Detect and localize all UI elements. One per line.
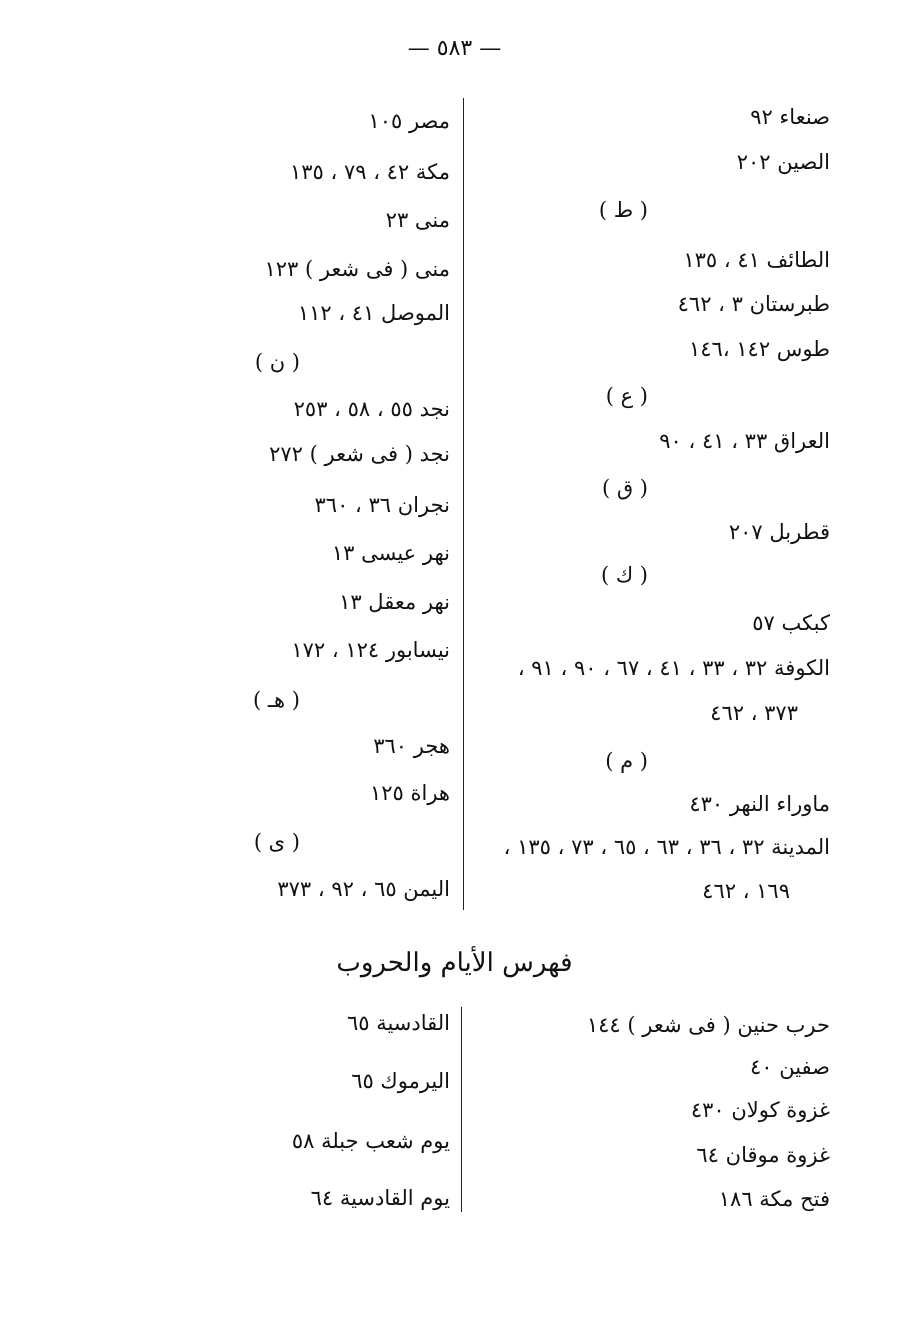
index-entry-continuation: ٣٧٣ ، ٤٦٢ xyxy=(710,701,798,725)
index-entry: منى ٢٣ xyxy=(385,208,450,232)
index-entry: غزوة موقان ٦٤ xyxy=(696,1143,830,1167)
index-entry: العراق ٣٣ ، ٤١ ، ٩٠ xyxy=(659,429,830,453)
letter-heading: ( ى ) xyxy=(253,830,300,854)
letter-heading: ( م ) xyxy=(605,749,648,773)
index-entry: المدينة ٣٢ ، ٣٦ ، ٦٣ ، ٦٥ ، ٧٣ ، ١٣٥ ، xyxy=(503,835,830,859)
index-entry: حرب حنين ( فى شعر ) ١٤٤ xyxy=(586,1013,830,1037)
index-entry: نجد ( فى شعر ) ٢٧٢ xyxy=(269,442,450,466)
letter-heading: ( ط ) xyxy=(598,198,648,222)
index-entry: فتح مكة ١٨٦ xyxy=(718,1187,830,1211)
index-entry: اليرموك ٦٥ xyxy=(351,1069,450,1093)
index-entry: منى ( فى شعر ) ١٢٣ xyxy=(264,257,450,281)
index-entry: اليمن ٦٥ ، ٩٢ ، ٣٧٣ xyxy=(277,877,450,901)
letter-heading: ( هـ ) xyxy=(253,688,300,712)
index-entry: يوم القادسية ٦٤ xyxy=(310,1186,450,1210)
index-entry: مصر ١٠٥ xyxy=(368,109,450,133)
index-entry: نجران ٣٦ ، ٣٦٠ xyxy=(314,493,450,517)
letter-heading: ( ك ) xyxy=(600,563,648,587)
section-title: فهرس الأيام والحروب xyxy=(336,948,573,978)
letter-heading: ( ع ) xyxy=(605,384,648,408)
column-divider xyxy=(461,1007,462,1212)
index-entry: طبرستان ٣ ، ٤٦٢ xyxy=(677,292,830,316)
index-entry: القادسية ٦٥ xyxy=(346,1011,450,1035)
index-entry: هجر ٣٦٠ xyxy=(373,734,450,758)
index-entry: الصين ٢٠٢ xyxy=(736,150,830,174)
index-entry: الكوفة ٣٢ ، ٣٣ ، ٤١ ، ٦٧ ، ٩٠ ، ٩١ ، xyxy=(517,656,830,680)
index-entry: هراة ١٢٥ xyxy=(369,781,450,805)
letter-heading: ( ق ) xyxy=(601,476,648,500)
index-entry: ماوراء النهر ٤٣٠ xyxy=(689,792,830,816)
index-entry: غزوة كولان ٤٣٠ xyxy=(690,1098,830,1122)
index-entry: الموصل ٤١ ، ١١٢ xyxy=(297,301,450,325)
index-entry: طوس ١٤٢ ،١٤٦ xyxy=(688,337,830,361)
index-entry: يوم شعب جبلة ٥٨ xyxy=(291,1129,450,1153)
index-entry: قطربل ٢٠٧ xyxy=(728,520,830,544)
index-entry: صفين ٤٠ xyxy=(749,1055,830,1079)
index-entry: صنعاء ٩٢ xyxy=(750,105,830,129)
index-entry-continuation: ١٦٩ ، ٤٦٢ xyxy=(702,879,790,903)
index-entry: مكة ٤٢ ، ٧٩ ، ١٣٥ xyxy=(289,160,450,184)
letter-heading: ( ن ) xyxy=(254,350,300,374)
index-entry: كبكب ٥٧ xyxy=(752,611,830,635)
index-entry: نجد ٥٥ ، ٥٨ ، ٢٥٣ xyxy=(293,397,450,421)
index-entry: نهر معقل ١٣ xyxy=(339,590,450,614)
index-entry: نيسابور ١٢٤ ، ١٧٢ xyxy=(291,638,450,662)
index-entry: الطائف ٤١ ، ١٣٥ xyxy=(683,248,830,272)
page-number: — ٥٨٣ — xyxy=(407,36,502,61)
index-entry: نهر عيسى ١٣ xyxy=(331,541,450,565)
column-divider xyxy=(463,98,464,910)
